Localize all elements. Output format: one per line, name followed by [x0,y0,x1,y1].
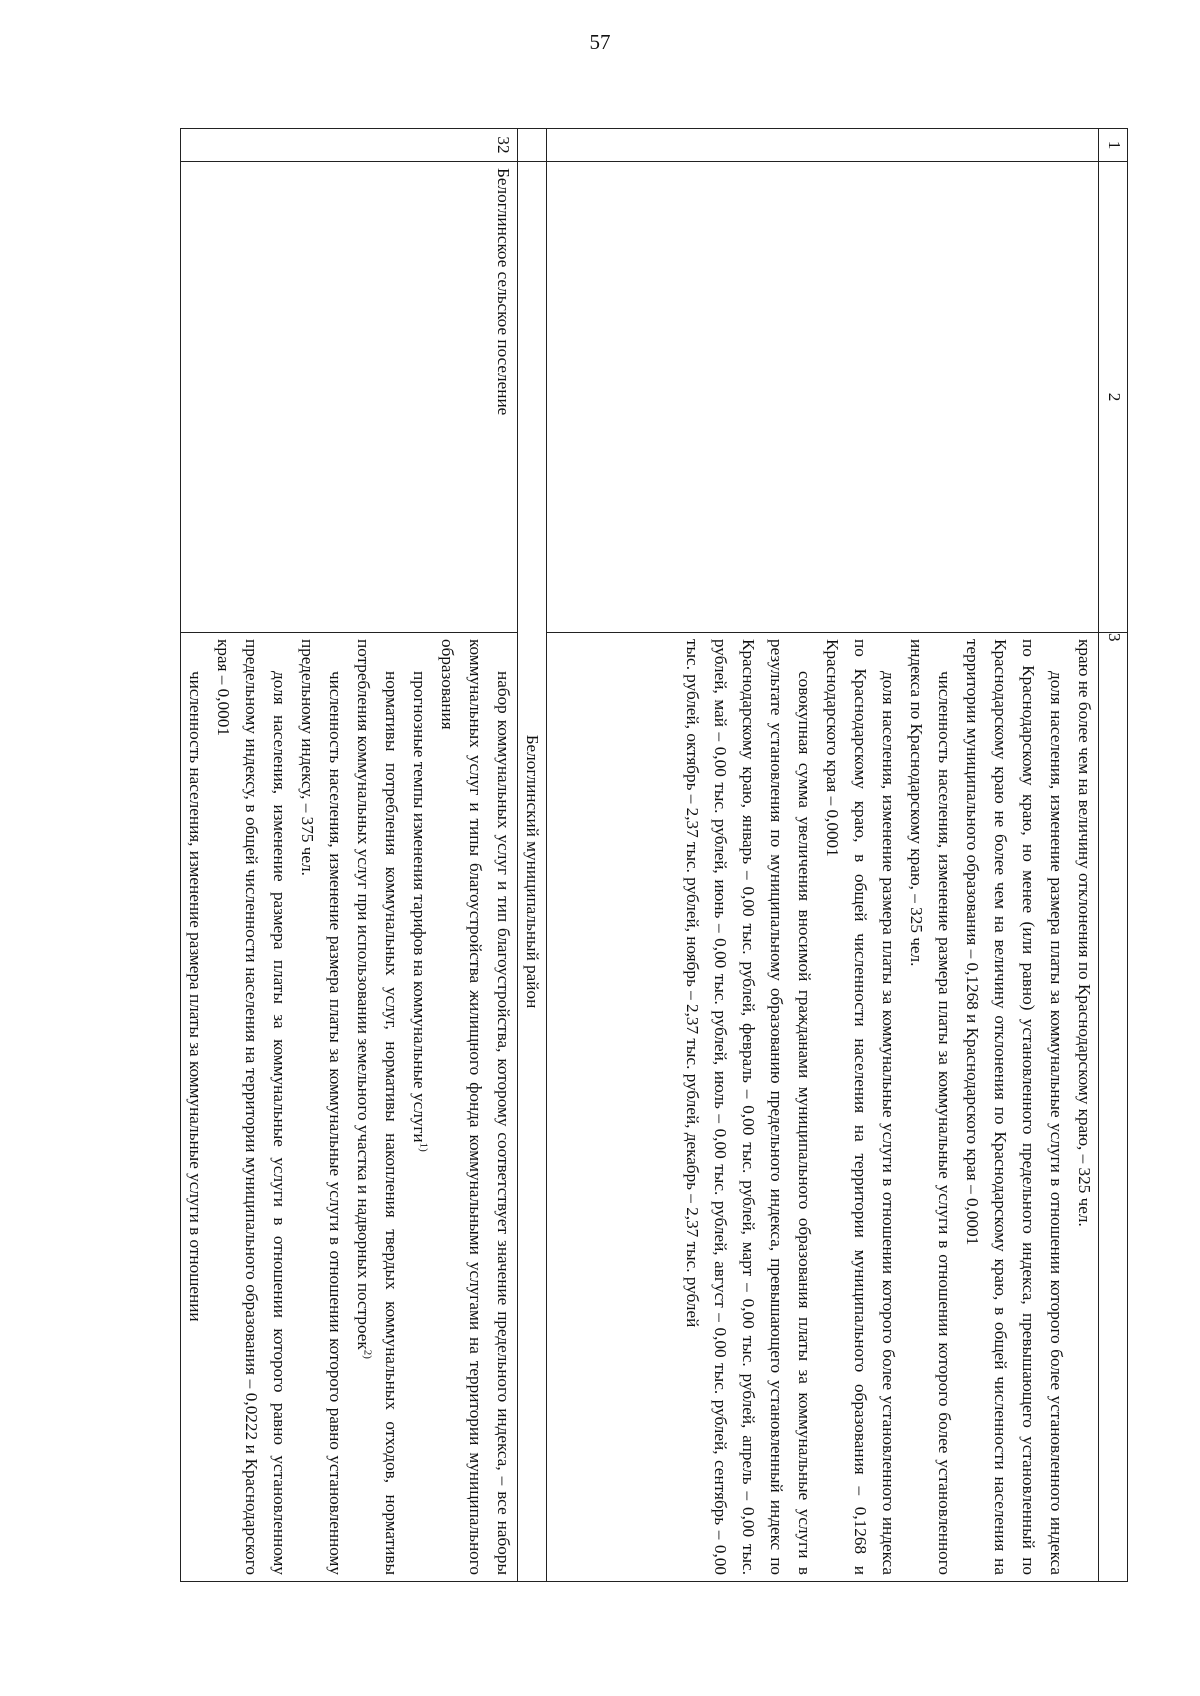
paragraph [349,639,405,1575]
paragraph [209,639,293,1575]
settlement-name-cell [547,162,1099,633]
paragraph-text: численность населения, изменение размера платы за коммунальные услуги в отношении которого равно установленному предельному индексу, – 375 чел. [298,639,345,1575]
page-number: 57 [589,30,611,54]
header-col-2: 2 [1099,162,1128,633]
paragraph [433,639,517,1575]
paragraph-text: набор коммунальных услуг и тип благоустройства, которому соответствует значение предельного индекса, – все наборы коммунальных услуг и типы благоустройства жилищного фонда коммунальными услугами на территории муниципального образования [438,639,513,1575]
paragraph [902,639,958,1575]
footnote-mark: 2) [361,1349,374,1359]
header-row [1099,129,1128,1582]
paragraph-text: нормативы потребления коммунальных услуг, нормативы накопления твердых коммунальных отходов, нормативы потребления коммунальных услуг при использовании земельного участка и надворных построек [354,639,401,1575]
indicator-text-cell [547,633,1099,1582]
paragraph [181,639,209,1575]
paragraph-text: численность населения, изменение размера платы за коммунальные услуги в отношении [186,671,205,1322]
paragraph [958,639,1070,1575]
paragraph-text: доля населения, изменение размера платы за коммунальные услуги в отношении которого более установленного индекса по Краснодарскому краю, в общей численности населения на территории муниципального образования – 0,1268 и Краснодарского края – 0,0001 [823,639,898,1575]
paragraph [293,639,349,1575]
paragraph-text: доля населения, изменение размера платы за коммунальные услуги в отношении которого более установленного индекса по Краснодарскому краю, но менее (или равно) установленного предельного индекса, превышающего установленный по Краснодарскому краю не более чем на величину отклонения по Краснодарскому краю, в общей численности населения на территории муниципального образования – 0,1268 и Краснодарского края – 0,0001 [963,639,1066,1575]
paragraph-text: прогнозные темпы изменения тарифов на коммунальные услуги [410,671,429,1143]
table-row-32 [181,129,518,1582]
paragraph [818,639,902,1575]
paragraph-text: совокупная сумма увеличения вносимой гражданами муниципального образования платы за коммунальные услуги в результате установления по муниципальному образованию предельного индекса, превышающего установленный индекс по Краснодарскому краю, январь – 0,00 тыс. рублей, февраль – 0,00 тыс. рублей, март – 0,00 тыс. рублей, апрель – 0,00 тыс. рублей, май – 0,00 тыс. рублей, июнь – 0,00 тыс. рублей, июль – 0,00 тыс. рублей, август – 0,00 тыс. рублей, сентябрь – 0,00 тыс. рублей, октябрь – 2,37 тыс. рублей, ноябрь – 2,37 тыс. рублей, декабрь – 2,37 тыс. рублей [683,639,814,1575]
region-spacer [518,129,547,162]
row-number-cell: 32 [181,129,518,162]
footnote-mark: 1) [417,1142,430,1152]
header-col-3: 3 [1099,633,1128,1582]
table-row-continued [547,129,1099,1582]
paragraph [678,639,818,1575]
rotated-table-container [180,128,1128,1578]
paragraph [405,639,433,1575]
region-title: Белоглинский муниципальный район [518,162,547,1582]
row-number-cell [547,129,1099,162]
paragraph-text: численность населения, изменение размера платы за коммунальные услуги в отношении которого более установленного индекса по Краснодарскому краю, – 325 чел. [907,639,954,1575]
region-row [518,129,547,1582]
paragraph-text: доля населения, изменение размера платы за коммунальные услуги в отношении которого равно установленному предельному индексу, в общей численности населения на территории муниципального образования – 0,0222 и Краснодарского края – 0,0001 [214,639,289,1575]
indicator-text-cell [181,633,518,1582]
paragraph [1070,639,1098,1575]
tariff-table [180,128,1128,1582]
header-col-1: 1 [1099,129,1128,162]
settlement-name-cell: Белоглинское сельское поселение [181,162,518,633]
paragraph-text: краю не более чем на величину отклонения по Краснодарскому краю, – 325 чел. [1075,639,1094,1227]
